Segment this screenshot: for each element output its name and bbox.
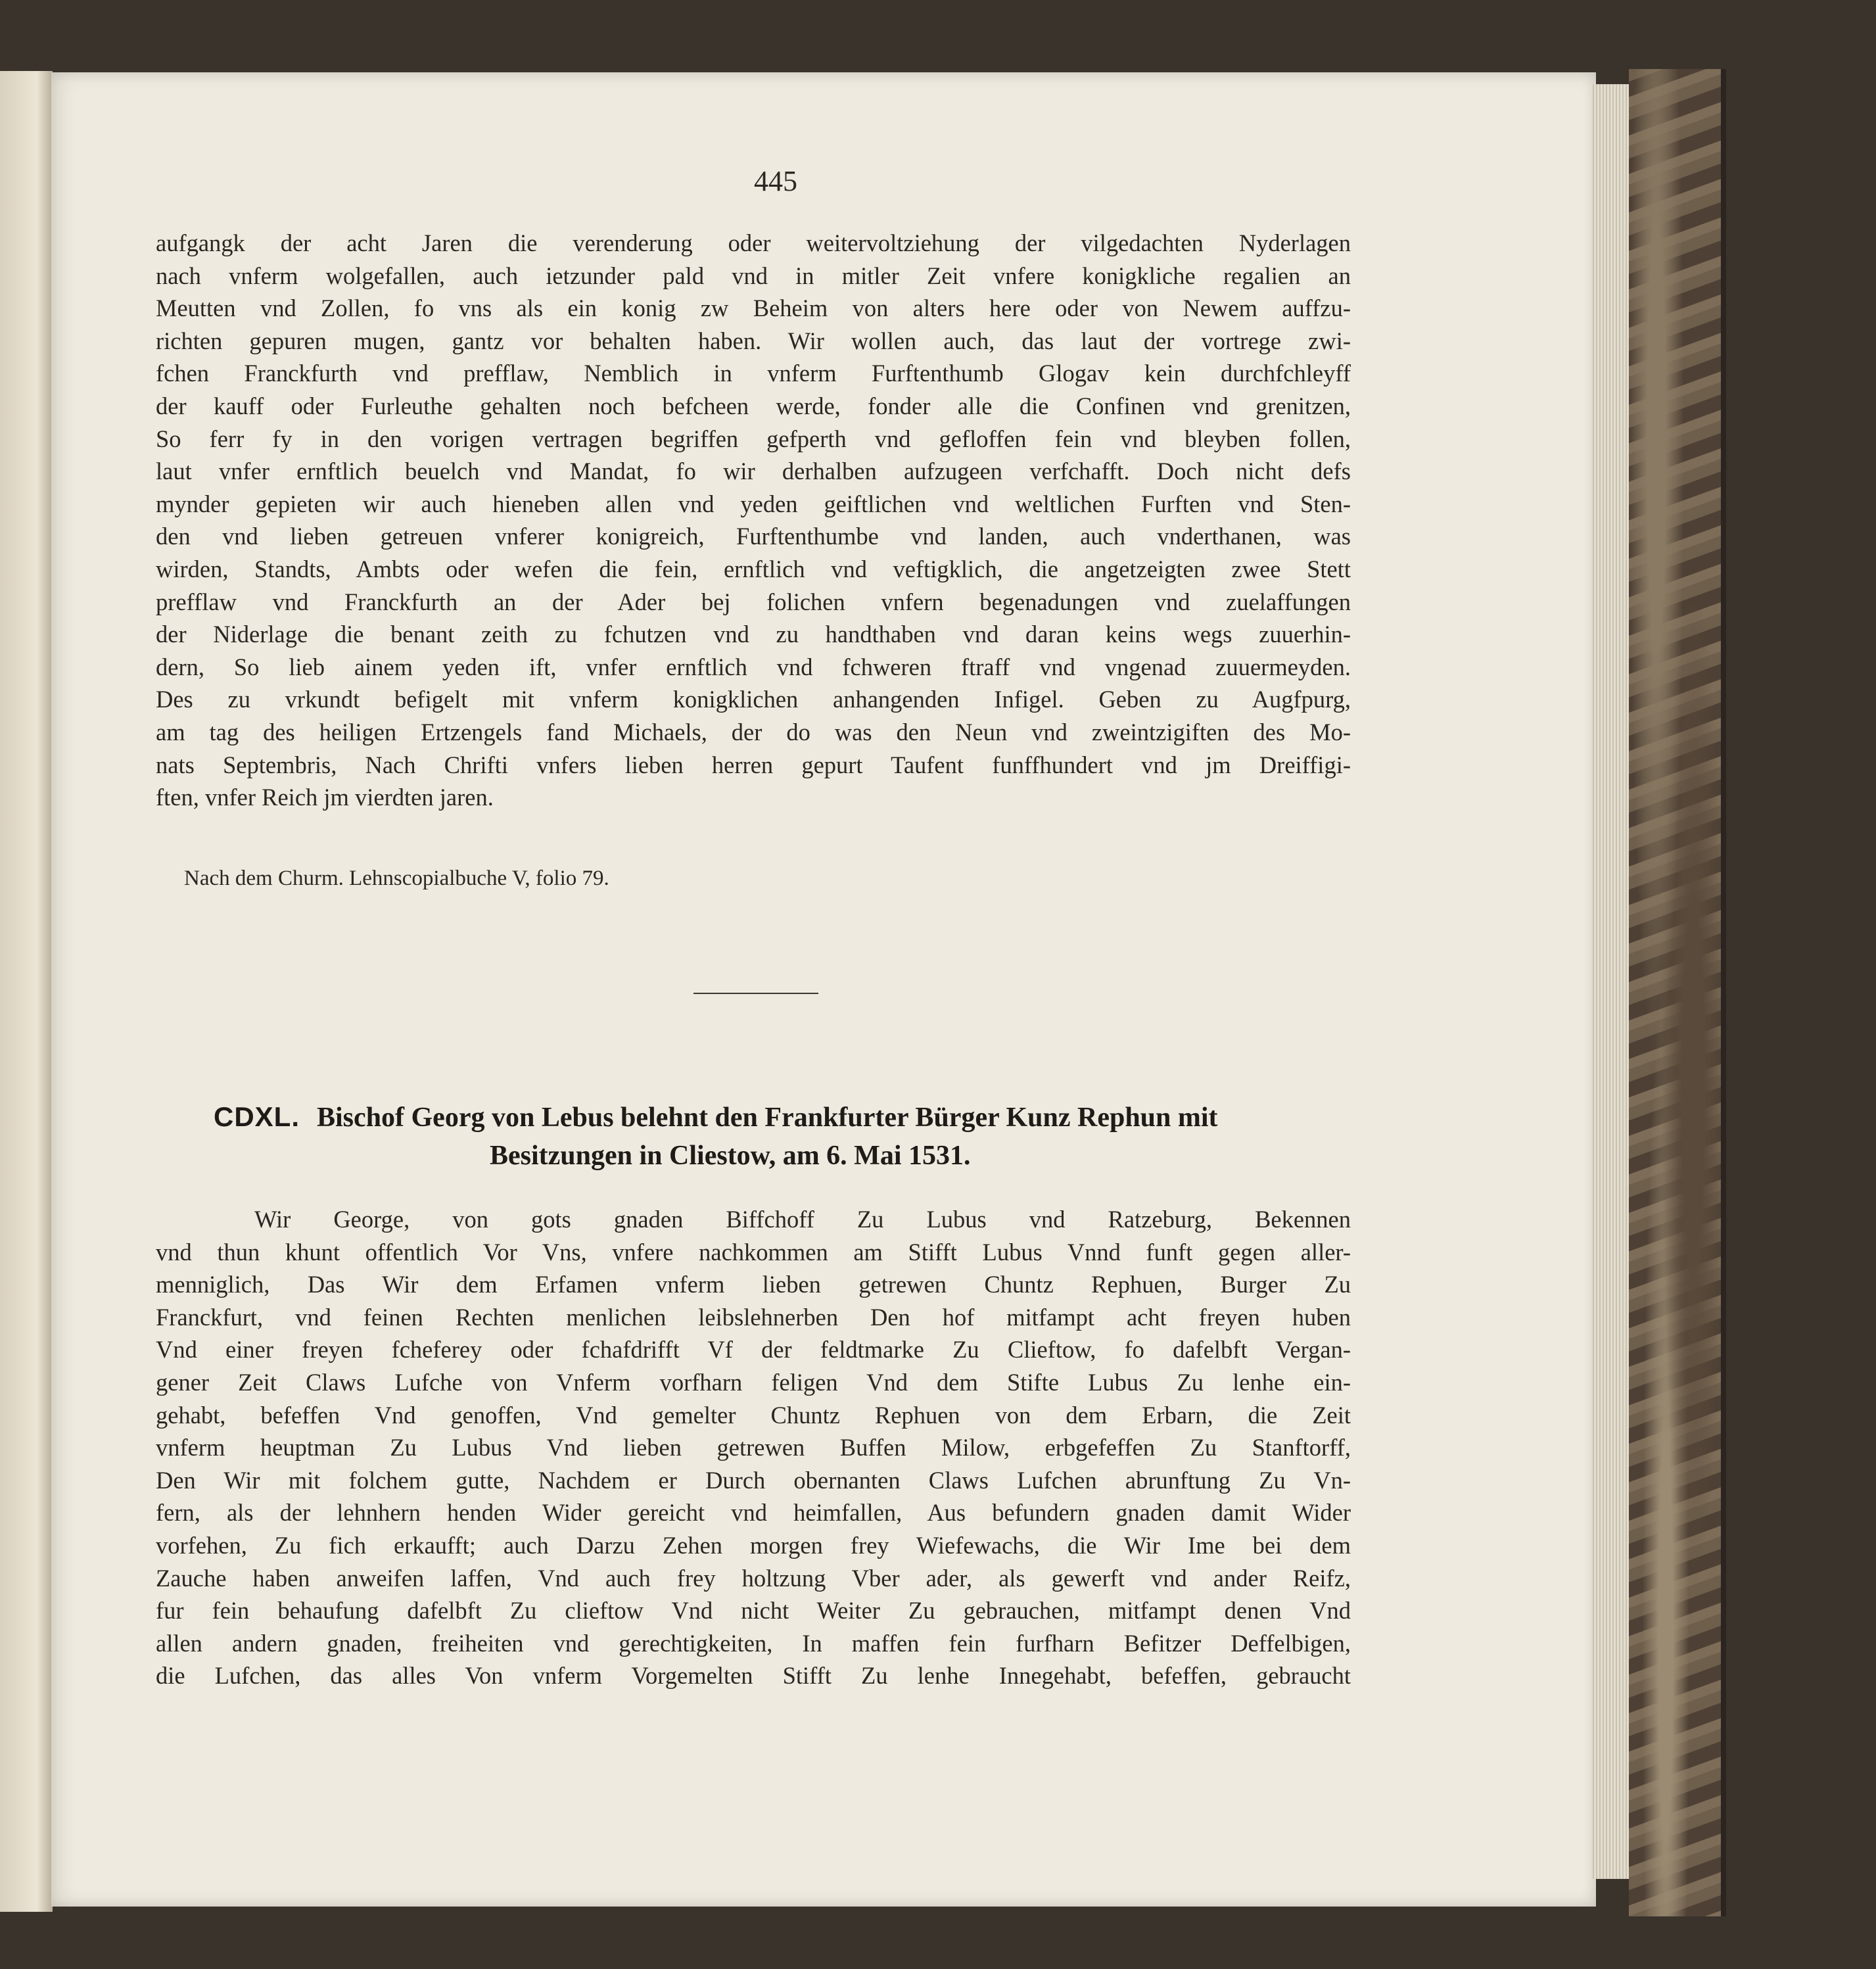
- text-line: dern, So lieb ainem yeden ift, vnfer ernftlich vnd fchweren ftraff vnd vngenad zuuermeyden.: [156, 653, 1351, 680]
- text-line: Zauche haben anweifen laffen, Vnd auch frey holtzung Vber ader, als gewerft vnd ander Reifz,: [156, 1564, 1351, 1592]
- text-line: der Niderlage die benant zeith zu fchutzen vnd zu handthaben vnd daran keins wegs zuuerhin-: [156, 621, 1351, 648]
- document-number: CDXL.: [214, 1101, 300, 1132]
- text-line: Meutten vnd Zollen, fo vns als ein konig zw Beheim von alters here oder von Newem auffzu-: [156, 295, 1351, 322]
- text-line: nats Septembris, Nach Chrifti vnfers lieben herren gepurt Taufent funffhundert vnd jm Dreiffigi-: [156, 751, 1351, 778]
- text-line: ften, vnfer Reich jm vierdten jaren.: [156, 784, 494, 811]
- text-line: So ferr fy in den vorigen vertragen begriffen gefperth vnd gefloffen fein vnd bleyben follen,: [156, 425, 1351, 452]
- text-line: Den Wir mit folchem gutte, Nachdem er Durch obernanten Claws Lufchen abrunftung Zu Vn-: [156, 1466, 1351, 1494]
- text-line: den vnd lieben getreuen vnferer konigreich, Furftenthumbe vnd landen, auch vnderthanen, was: [156, 523, 1351, 550]
- text-line: allen andern gnaden, freiheiten vnd gerechtigkeiten, In maffen fein furfharn Befitzer Deffelbigen,: [156, 1629, 1351, 1657]
- text-line: vnferm heuptman Zu Lubus Vnd lieben getrewen Buffen Milow, erbgefeffen Zu Stanftorff,: [156, 1434, 1351, 1461]
- text-line: Des zu vrkundt befigelt mit vnferm konigklichen anhangenden Infigel. Geben zu Augfpurg,: [156, 686, 1351, 713]
- facing-page-edge: [0, 71, 53, 1912]
- text-line: mynder gepieten wir auch hieneben allen vnd yeden geiftlichen vnd weltlichen Furften vnd Sten-: [156, 490, 1351, 517]
- text-line: vorfehen, Zu fich erkaufft; auch Darzu Zehen morgen frey Wiefewachs, die Wir Ime bei dem: [156, 1531, 1351, 1559]
- text-line: gener Zeit Claws Lufche von Vnferm vorfharn feligen Vnd dem Stifte Lubus Zu lenhe ein-: [156, 1368, 1351, 1396]
- document-body: [156, 1203, 1351, 1692]
- continued-text-block: [156, 227, 1351, 814]
- text-line: fchen Franckfurth vnd prefflaw, Nemblich in vnferm Furftenthumb Glogav kein durchfchleyff: [156, 360, 1351, 387]
- section-separator: [693, 993, 818, 994]
- document-heading: [214, 1098, 1318, 1175]
- document-title-line-2: Besitzungen in Cliestow, am 6. Mai 1531.: [490, 1141, 971, 1171]
- text-line: die Lufchen, das alles Von vnferm Vorgemelten Stifft Zu lenhe Innegehabt, befeffen, gebraucht: [156, 1662, 1351, 1690]
- source-note: Nach dem Churm. Lehnscopialbuche V, folio 79.: [184, 866, 609, 890]
- text-line: Franckfurt, vnd feinen Rechten menlichen leibslehnerben Den hof mitfampt acht freyen huben: [156, 1303, 1351, 1331]
- document-title-line-1: Bischof Georg von Lebus belehnt den Frankfurter Bürger Kunz Rephun mit: [317, 1103, 1218, 1133]
- document-paragraph: [156, 1203, 1351, 1692]
- text-line: laut vnfer ernftlich beuelch vnd Mandat, fo wir derhalben aufzugeen verfchafft. Doch nicht defs: [156, 458, 1351, 485]
- continued-paragraph: [156, 227, 1351, 814]
- text-line: Wir George, von gots gnaden Biffchoff Zu Lubus vnd Ratzeburg, Bekennen: [254, 1206, 1351, 1233]
- text-line: der kauff oder Furleuthe gehalten noch befcheen werde, fonder alle die Confinen vnd grenitzen,: [156, 392, 1351, 419]
- text-line: aufgangk der acht Jaren die verenderung oder weitervoltziehung der vilgedachten Nyderlagen: [156, 229, 1351, 256]
- page-block-edge: [1591, 84, 1630, 1879]
- text-line: gehabt, befeffen Vnd genoffen, Vnd gemelter Chuntz Rephuen von dem Erbarn, die Zeit: [156, 1401, 1351, 1429]
- text-line: Vnd einer freyen fcheferey oder fchafdrifft Vf der feldtmarke Zu Clieftow, fo dafelbft Vergan-: [156, 1336, 1351, 1364]
- text-line: richten gepuren mugen, gantz vor behalten haben. Wir wollen auch, das laut der vortrege zwi-: [156, 327, 1351, 354]
- text-line: menniglich, Das Wir dem Erfamen vnferm lieben getrewen Chuntz Rephuen, Burger Zu: [156, 1271, 1351, 1298]
- text-line: am tag des heiligen Ertzengels fand Michaels, der do was den Neun vnd zweintzigiften des Mo-: [156, 718, 1351, 746]
- text-line: nach vnferm wolgefallen, auch ietzunder pald vnd in mitler Zeit vnfere konigkliche regalien an: [156, 262, 1351, 289]
- text-line: prefflaw vnd Franckfurth an der Ader bej folichen vnfern begenadungen vnd zuelaffungen: [156, 588, 1351, 615]
- text-line: wirden, Standts, Ambts oder wefen die fein, ernftlich vnd veftigklich, die angetzeigten zwee Stett: [156, 555, 1351, 582]
- marbled-cover: [1629, 69, 1726, 1916]
- page-number: 445: [754, 165, 797, 197]
- text-line: vnd thun khunt offentlich Vor Vns, vnfere nachkommen am Stifft Lubus Vnnd funft gegen aller-: [156, 1238, 1351, 1266]
- text-line: fern, als der lehnhern henden Wider gereicht vnd heimfallen, Aus befundern gnaden damit Wider: [156, 1499, 1351, 1527]
- text-line: fur fein behaufung dafelbft Zu clieftow Vnd nicht Weiter Zu gebrauchen, mitfampt denen Vnd: [156, 1597, 1351, 1625]
